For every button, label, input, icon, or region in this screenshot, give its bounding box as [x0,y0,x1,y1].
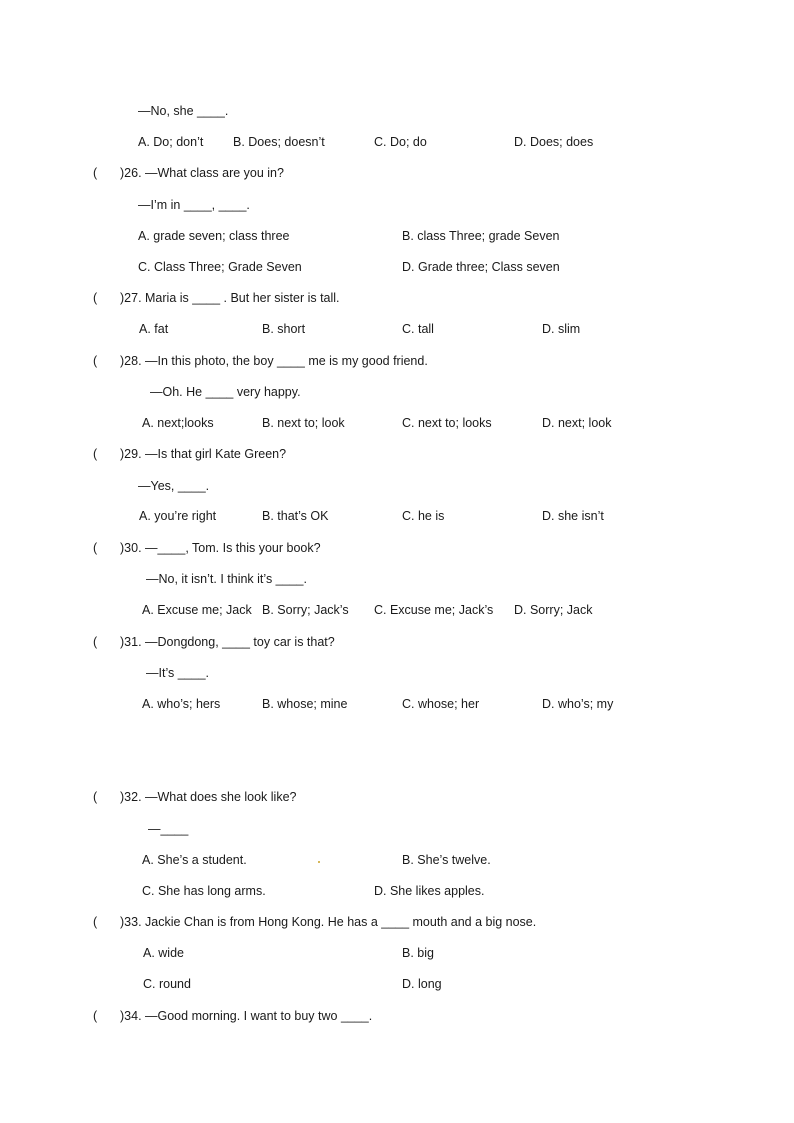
answer-paren: ( [93,790,98,804]
answer-paren: ( [93,166,98,180]
q28-option-b: B. next to; look [262,416,345,430]
q31-option-d: D. who’s; my [542,697,614,711]
answer-paren: ( [93,635,98,649]
q25-option-b: B. Does; doesn’t [233,135,325,149]
q31-option-b: B. whose; mine [262,697,348,711]
q30-option-b: B. Sorry; Jack’s [262,603,349,617]
q28-option-a: A. next;looks [142,416,214,430]
q32-option-a: A. She’s a student. [142,853,247,867]
q28-option-d: D. next; look [542,416,612,430]
q27-option-a: A. fat [139,322,169,336]
q30-reply: —No, it isn’t. I think it’s ____. [146,572,307,586]
q29-option-b: B. that’s OK [262,509,329,523]
q34-question: )34. —Good morning. I want to buy two ____. [120,1009,373,1023]
q26-option-a: A. grade seven; class three [138,229,290,243]
q27-option-d: D. slim [542,322,581,336]
q25-option-d: D. Does; does [514,135,594,149]
q29-option-d: D. she isn’t [542,509,604,523]
q29-reply: —Yes, ____. [138,479,210,493]
q31-option-c: C. whose; her [402,697,480,711]
q32-option-d: D. She likes apples. [374,884,485,898]
q26-option-c: C. Class Three; Grade Seven [138,260,302,274]
answer-paren: ( [93,354,98,368]
q29-option-c: C. he is [402,509,445,523]
q29-option-a: A. you’re right [139,509,217,523]
q31-reply: —It’s ____. [146,666,210,680]
q26-option-d: D. Grade three; Class seven [402,260,560,274]
q32-reply: —____ [148,822,189,836]
q30-question: )30. —____, Tom. Is this your book? [120,541,321,555]
q30-option-d: D. Sorry; Jack [514,603,593,617]
q25-option-a: A. Do; don’t [138,135,204,149]
answer-paren: ( [93,1009,98,1023]
q28-question: )28. —In this photo, the boy ____ me is my good friend. [120,354,428,368]
q29-question: )29. —Is that girl Kate Green? [120,447,287,461]
q30-option-c: C. Excuse me; Jack’s [374,603,494,617]
q33-option-a: A. wide [143,946,184,960]
q27-option-b: B. short [262,322,306,336]
q31-option-a: A. who’s; hers [142,697,221,711]
q32-question: )32. —What does she look like? [120,790,297,804]
stray-dot [318,861,320,863]
answer-paren: ( [93,541,98,555]
q26-option-b: B. class Three; grade Seven [402,229,560,243]
q25-option-c: C. Do; do [374,135,427,149]
q33-option-b: B. big [402,946,434,960]
q33-option-c: C. round [143,977,191,991]
q26-reply: —I’m in ____, ____. [138,198,250,212]
q25-reply: —No, she ____. [138,104,229,118]
q32-option-c: C. She has long arms. [142,884,266,898]
q28-reply: —Oh. He ____ very happy. [150,385,301,399]
q33-question: )33. Jackie Chan is from Hong Kong. He has a ____ mouth and a big nose. [120,915,537,929]
q31-question: )31. —Dongdong, ____ toy car is that? [120,635,335,649]
answer-paren: ( [93,447,98,461]
q26-question: )26. —What class are you in? [120,166,284,180]
q27-option-c: C. tall [402,322,434,336]
q32-option-b: B. She’s twelve. [402,853,491,867]
answer-paren: ( [93,291,98,305]
q27-question: )27. Maria is ____ . But her sister is tall. [120,291,340,305]
q28-option-c: C. next to; looks [402,416,492,430]
q30-option-a: A. Excuse me; Jack [142,603,252,617]
q33-option-d: D. long [402,977,442,991]
answer-paren: ( [93,915,98,929]
